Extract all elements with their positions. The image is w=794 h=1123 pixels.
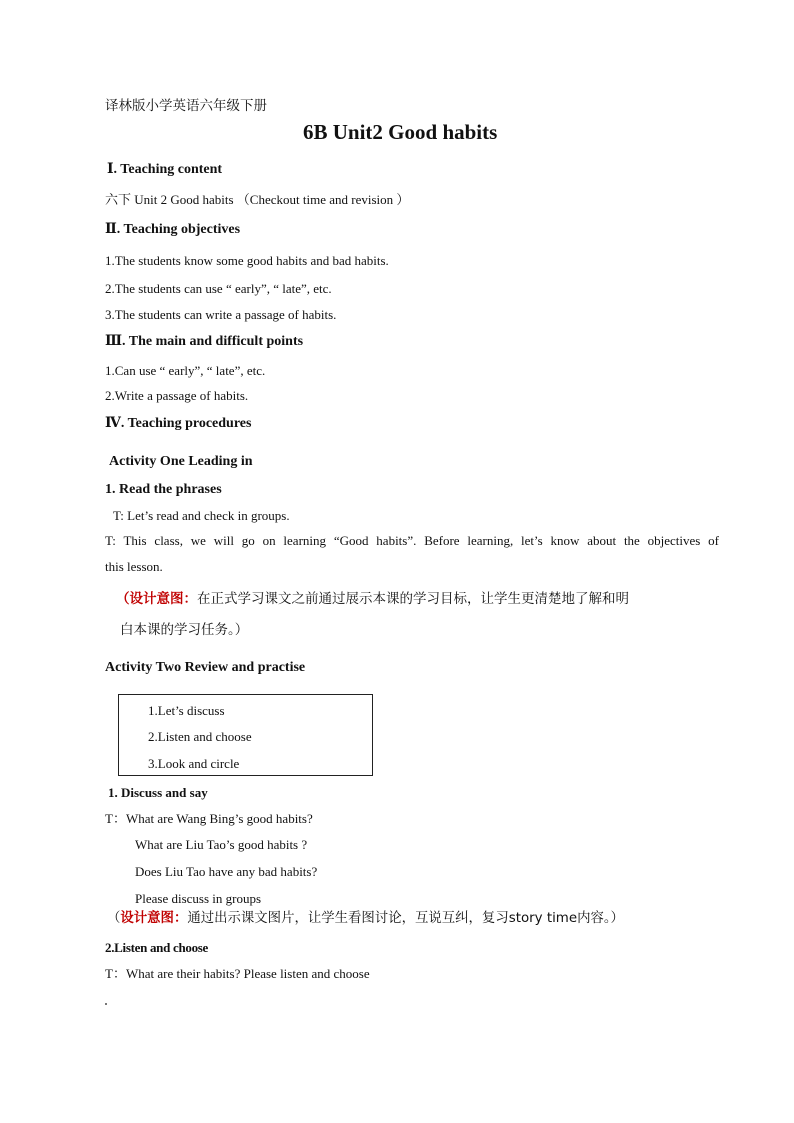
point-item: 2.Write a passage of habits. <box>105 388 249 403</box>
teacher-line-cont: this lesson. <box>105 559 163 574</box>
design-intent-2 <box>107 912 624 925</box>
read-phrases-heading: 1. Read the phrases <box>105 482 222 497</box>
question-line: T：What are Wang Bing’s good habits? <box>105 811 313 826</box>
procedures-heading: Ⅳ. Teaching procedures <box>105 416 252 431</box>
points-heading: Ⅲ. The main and difficult points <box>105 334 304 349</box>
page-title: 6B Unit2 Good habits <box>303 120 498 144</box>
objective-item: 1.The students know some good habits and bad habits. <box>105 253 389 268</box>
design-intent-1 <box>116 593 629 607</box>
discuss-heading: 1. Discuss and say <box>108 785 208 800</box>
question-line: Does Liu Tao have any bad habits? <box>135 864 318 879</box>
intent-text: 通过出示课文图片，让学生看图讨论，互说互纠，复习story time内容。） <box>187 911 624 926</box>
point-item: 1.Can use “ early”, “ late”, etc. <box>105 363 266 378</box>
teacher-line-long: T: This class, we will go on learning “Good habits”. Before learning, let’s know about the objectives of <box>105 533 719 548</box>
textbook-label: 译林版小学英语六年级下册 <box>105 98 267 114</box>
objective-item: 3.The students can write a passage of habits. <box>105 307 337 322</box>
stray-dot <box>105 1003 107 1005</box>
intent-open: （ <box>107 911 121 926</box>
question-line: T：What are their habits? Please listen and choose <box>105 966 370 981</box>
box-item: 3.Look and circle <box>148 756 240 771</box>
intent-text: 在正式学习课文之前通过展示本课的学习目标，让学生更清楚地了解和明 <box>197 591 629 607</box>
teacher-line: T: Let’s read and check in groups. <box>113 508 290 523</box>
design-intent-1-cont: 白本课的学习任务。） <box>120 622 249 638</box>
content-heading: Ⅰ. Teaching content <box>107 162 223 177</box>
activity-two-heading: Activity Two Review and practise <box>105 660 306 675</box>
listen-heading: 2.Listen and choose <box>105 940 209 955</box>
question-line: Please discuss in groups <box>135 891 262 906</box>
box-item: 2.Listen and choose <box>148 729 252 744</box>
objectives-heading: Ⅱ. Teaching objectives <box>105 222 241 237</box>
intent-label: 设计意图： <box>120 911 188 926</box>
activity-one-heading: Activity One Leading in <box>109 454 253 469</box>
intent-open: （ <box>116 591 130 607</box>
objective-item: 2.The students can use “ early”, “ late”, etc. <box>105 281 332 296</box>
question-line: What are Liu Tao’s good habits ? <box>135 837 308 852</box>
box-item: 1.Let’s discuss <box>148 703 225 718</box>
intent-label: 设计意图： <box>129 591 197 607</box>
content-text: 六下 Unit 2 Good habits （Checkout time and revision ） <box>105 192 410 207</box>
